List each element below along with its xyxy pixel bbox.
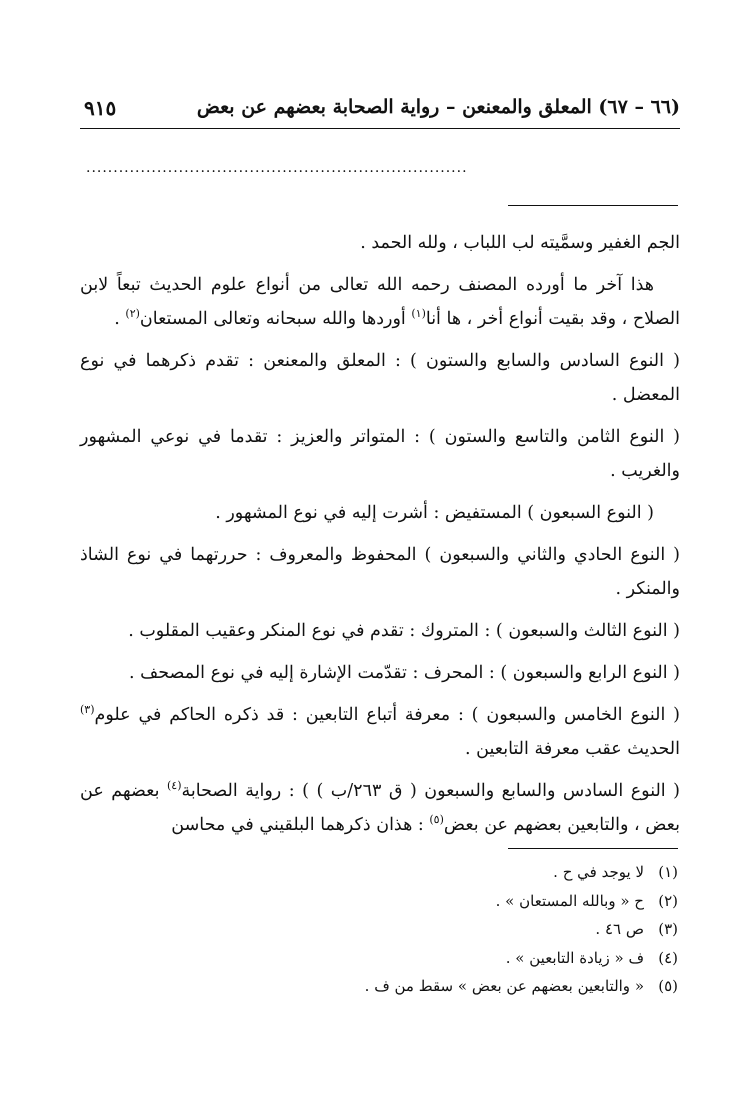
footnote (200, 915, 678, 944)
paragraph-text: بعضهم عن بعض ، والتابعين بعضهم عن بعض (80, 781, 680, 835)
footnote (200, 858, 678, 887)
paragraph (80, 774, 680, 842)
paragraph-text: ( النوع الثامن والتاسع والستون ) : المتواتر والعزيز : تقدما في نوعي المشهور والغريب . (80, 427, 680, 481)
paragraph-text: ( النوع الرابع والسبعون ) : المحرف : تقدّمت الإشارة إليه في نوع المصحف . (128, 663, 680, 683)
paragraph-text: ( النوع السبعون ) المستفيض : أشرت إليه في نوع المشهور . (215, 503, 654, 523)
paragraph-text: ( النوع الخامس والسبعون ) : معرفة أتباع التابعين : قد ذكره الحاكم في علوم (94, 705, 680, 725)
paragraph (80, 496, 680, 530)
paragraph (80, 344, 680, 412)
paragraph-text: الحديث عقب معرفة التابعين . (465, 739, 680, 759)
running-header (80, 96, 680, 130)
paragraph-text: . (114, 309, 126, 329)
paragraph-text: الجم الغفير وسمَّيته لب اللباب ، ولله الحمد . (360, 233, 680, 253)
footnote-ref[interactable]: (٣) (80, 703, 95, 716)
paragraph-text: ( النوع الحادي والثاني والسبعون ) المحفوظ والمعروف : حررتهما في نوع الشاذ والمنكر . (80, 545, 680, 599)
footnote-text: لا يوجد في ح . (553, 863, 644, 881)
ellipsis-line: ...................................................................... (86, 160, 468, 176)
paragraph-text: : هذان ذكرهما البلقيني في محاسن (171, 815, 430, 835)
header-title: (٦٦ – ٦٧) المعلق والمعنعن – رواية الصحابة بعضهم عن بعض (196, 96, 680, 118)
footnote-ref[interactable]: (١) (411, 307, 426, 320)
paragraph (80, 420, 680, 488)
footnote-text: ف « زيادة التابعين » . (505, 948, 644, 967)
paragraph (80, 656, 680, 690)
body-text (80, 226, 680, 850)
paragraph-text: ( النوع السادس والسابع والستون ) : المعلق والمعنعن : تقدم ذكرهما في نوع المعضل . (80, 351, 680, 405)
paragraph (80, 614, 680, 648)
paragraph (80, 268, 680, 336)
page-number: ٩١٥ (84, 96, 117, 120)
paragraph (80, 226, 680, 260)
footnote-number: (٢) (658, 891, 678, 910)
footnote (200, 887, 678, 916)
paragraph-text: هذا آخر ما أورده المصنف رحمه الله تعالى من أنواع علوم الحديث تبعاً لابن الصلاح ، وقد بقيت أنواع أخر ، ها أنا (80, 275, 680, 329)
footnote-text: « والتابعين بعضهم عن بعض » سقط من ف . (364, 977, 644, 995)
footnote-number: (٥) (658, 977, 678, 995)
paragraph (80, 538, 680, 606)
footnote-text: ح « وبالله المستعان » . (495, 891, 644, 910)
paragraph-text: أوردها والله سبحانه وتعالى المستعان (139, 309, 412, 329)
footnote-text: ص ٤٦ . (595, 920, 644, 938)
footnote-number: (١) (658, 863, 678, 881)
footnote-number: (٣) (658, 920, 678, 938)
header-rule (80, 128, 680, 129)
section-rule (508, 205, 678, 206)
footnote-rule (508, 848, 678, 849)
footnote (200, 972, 678, 1001)
footnote-ref[interactable]: (٢) (125, 307, 140, 320)
footnote-ref[interactable]: (٤) (166, 779, 182, 792)
footnotes (200, 858, 678, 1001)
footnote-number: (٤) (658, 948, 678, 967)
paragraph (80, 698, 680, 766)
paragraph-text: ( النوع الثالث والسبعون ) : المتروك : تقدم في نوع المنكر وعقيب المقلوب . (128, 621, 680, 641)
paragraph-text: ( النوع السادس والسابع والسبعون ( ق ٢٦٣/ب ) ) : رواية الصحابة (181, 781, 680, 801)
footnote (200, 944, 678, 973)
footnote-ref[interactable]: (٥) (429, 813, 444, 826)
